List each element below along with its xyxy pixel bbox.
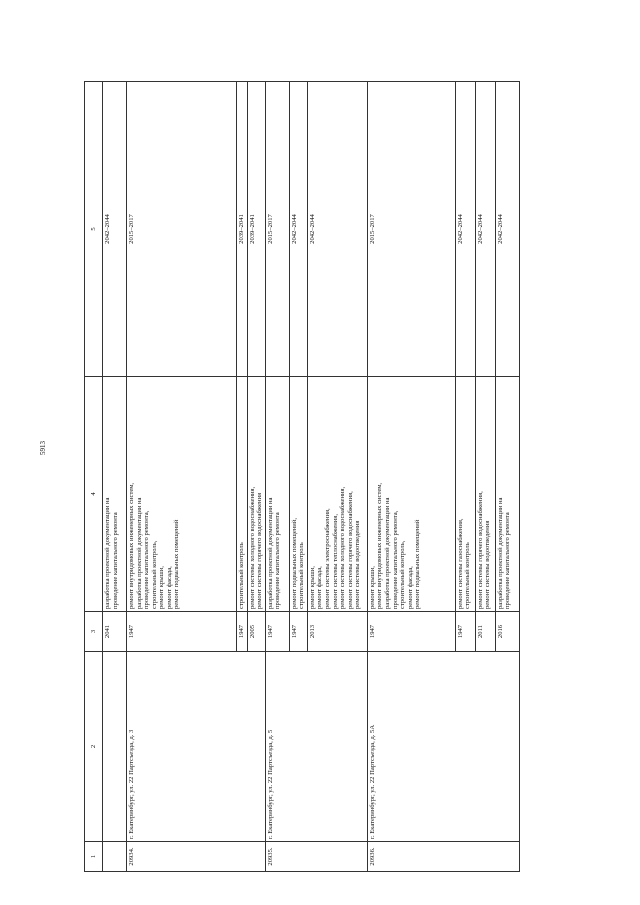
page-number: 5913: [39, 441, 47, 455]
work-line: ремонт системы горячего водоснабжения,: [346, 491, 354, 609]
year-cell: 2016: [495, 612, 519, 652]
header-col-4: 4: [85, 377, 103, 612]
work-line: ремонт системы горячего водоснабжения,: [476, 491, 484, 609]
work-line: ремонт подвальных помещений,: [290, 518, 298, 609]
table-row: [103, 82, 127, 872]
work-line: ремонт фасада,: [165, 566, 173, 609]
year-cell: 2041: [103, 612, 127, 652]
work-line: ремонт системы холодного водоснабжения,: [248, 486, 256, 609]
work-line: проведение капитального ремонта: [504, 512, 512, 609]
works-cell: [237, 377, 248, 612]
year-cell: 1947: [289, 612, 307, 652]
period-cell: 2015–2017: [367, 82, 455, 377]
work-line: ремонт крыши,: [308, 566, 316, 609]
work-line: ремонт подвальных помещений: [414, 519, 422, 609]
row-number-cell: 20934.: [127, 842, 266, 872]
work-line: ремонт системы газоснабжения,: [456, 518, 464, 609]
work-line: разработка проектной документации на: [135, 497, 143, 609]
year-cell: 1947: [127, 612, 237, 652]
work-line: ремонт крыши,: [158, 566, 166, 609]
work-line: строительный контроль: [464, 542, 472, 609]
work-line: проведение капитального ремонта: [274, 512, 282, 609]
row-number-cell: [103, 842, 127, 872]
work-line: разработка проектной документации на: [104, 497, 111, 609]
work-line: разработка проектной документации на: [384, 497, 392, 609]
work-line: ремонт системы водоотведения: [354, 520, 362, 609]
period-cell: 2042–2044: [289, 82, 307, 377]
work-line: проведение капитального ремонта: [111, 512, 119, 609]
work-line: ремонт фасада,: [406, 566, 414, 609]
year-cell: 1947: [367, 612, 455, 652]
work-line: ремонт внутридомовых инженерных систем,: [376, 482, 384, 609]
work-line: ремонт системы холодного водоснабжения,: [339, 486, 347, 609]
rotated-table-wrapper: [84, 82, 534, 872]
works-cell: [289, 377, 307, 612]
period-cell: 2039–2041: [237, 82, 248, 377]
period-cell: 2015–2017: [127, 82, 237, 377]
period-cell: 2042–2044: [307, 82, 367, 377]
header-col-2: 2: [85, 652, 103, 842]
year-cell: 2005: [247, 612, 265, 652]
work-line: ремонт системы горячего водоснабжения: [256, 492, 264, 609]
repair-schedule-table: [84, 81, 520, 872]
header-col-5: 5: [85, 82, 103, 377]
period-cell: 2042–2044: [475, 82, 495, 377]
table-row: [265, 82, 289, 872]
year-cell: 1947: [237, 612, 248, 652]
row-number-cell: 20936.: [367, 842, 519, 872]
work-line: ремонт внутридомовых инженерных систем,: [128, 482, 135, 609]
table-row: [127, 82, 237, 872]
address-cell: г. Екатеринбург, ул. 22 Партсъезда, д. 5А: [367, 652, 519, 842]
period-cell: 2042–2044: [103, 82, 127, 377]
work-line: ремонт фасада,: [316, 566, 324, 609]
year-cell: 1947: [265, 612, 289, 652]
work-line: строительный контроль,: [150, 540, 158, 609]
table-row: [367, 82, 455, 872]
work-line: разработка проектной документации на: [266, 497, 274, 609]
works-cell: [247, 377, 265, 612]
works-cell: [307, 377, 367, 612]
work-line: строительный контроль: [298, 542, 306, 609]
work-line: проведение капитального ремонта,: [391, 510, 399, 609]
works-cell: [367, 377, 455, 612]
work-line: ремонт системы электроснабжения,: [324, 508, 332, 609]
works-cell: [455, 377, 475, 612]
work-line: строительный контроль,: [399, 540, 407, 609]
period-cell: 2015–2017: [265, 82, 289, 377]
work-line: строительный контроль: [238, 542, 245, 609]
work-line: ремонт подвальных помещений: [173, 519, 181, 609]
works-cell: [127, 377, 237, 612]
address-cell: [103, 652, 127, 842]
works-cell: [265, 377, 289, 612]
work-line: ремонт системы теплоснабжения,: [331, 514, 339, 609]
year-cell: 2013: [307, 612, 367, 652]
period-cell: 2039–2041: [247, 82, 265, 377]
works-cell: [475, 377, 495, 612]
header-row: [85, 82, 103, 872]
year-cell: 1947: [455, 612, 475, 652]
work-line: ремонт системы водоотведения: [484, 520, 492, 609]
row-number-cell: 20935.: [265, 842, 367, 872]
work-line: разработка проектной документации на: [496, 497, 504, 609]
works-cell: [495, 377, 519, 612]
period-cell: 2042–2044: [455, 82, 475, 377]
header-col-1: 1: [85, 842, 103, 872]
work-line: проведение капитального ремонта,: [143, 510, 151, 609]
header-col-3: 3: [85, 612, 103, 652]
work-line: ремонт крыши,: [368, 566, 376, 609]
works-cell: [103, 377, 127, 612]
year-cell: 2011: [475, 612, 495, 652]
period-cell: 2042–2044: [495, 82, 519, 377]
address-cell: г. Екатеринбург, ул. 22 Партсъезда, д. 3: [127, 652, 266, 842]
address-cell: г. Екатеринбург, ул. 22 Партсъезда, д. 5: [265, 652, 367, 842]
